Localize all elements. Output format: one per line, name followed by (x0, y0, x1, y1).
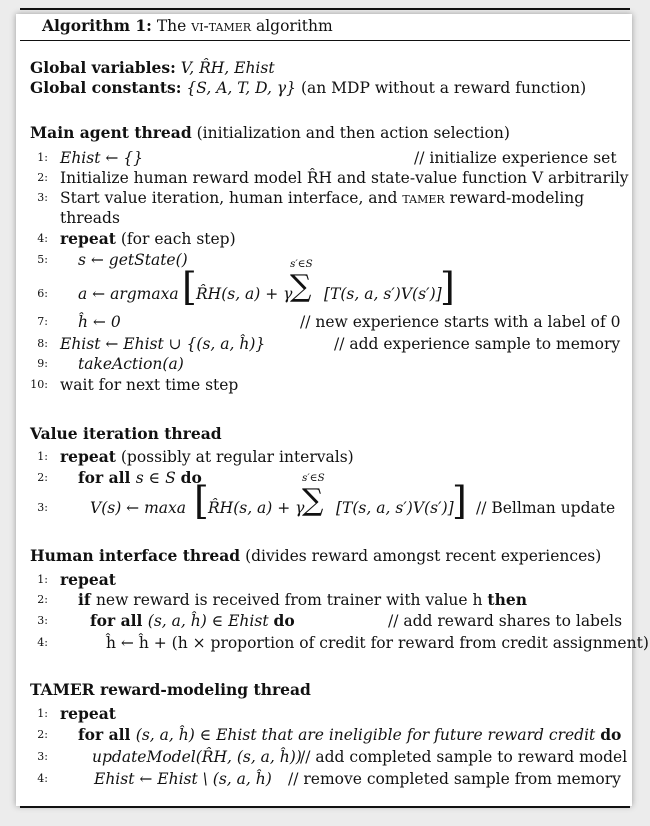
line-number: 1: (37, 573, 48, 586)
line-number: 2: (37, 471, 48, 484)
algorithm-line: Initialize human reward model R̂H and state-value function V arbitrarily (60, 169, 629, 187)
global-variables: Global variables: V, R̂H, Ehist (30, 58, 275, 77)
line-comment: // remove completed sample from memory (288, 770, 621, 788)
algorithm-line: Ehist ← Ehist \ (s, a, ĥ) (94, 770, 272, 788)
section-heading-value-iteration: Value iteration thread (30, 424, 222, 443)
line-number: 4: (37, 232, 48, 245)
line-number: 1: (37, 450, 48, 463)
right-bracket: ] (452, 479, 467, 523)
line-comment: // initialize experience set (414, 149, 617, 167)
section-heading-reward-modeling: TAMER reward-modeling thread (30, 680, 311, 699)
algorithm-line: if new reward is received from trainer with value h then (78, 590, 527, 609)
algorithm-line: repeat (possibly at regular intervals) (60, 447, 354, 466)
algorithm-line: updateModel(R̂H, (s, a, ĥ)) (92, 748, 302, 766)
sigma-symbol: ∑ (290, 269, 312, 304)
algorithm-line: for all s ∈ S do (78, 468, 202, 487)
line-number: 4: (37, 772, 48, 785)
sum-index: s′∈S (290, 258, 313, 270)
algorithm-box (20, 8, 649, 808)
algorithm-line: V(s) ← maxa (90, 499, 187, 517)
line-comment: // new experience starts with a label of 0 (300, 313, 621, 331)
algorithm-label: Algorithm 1: (42, 16, 152, 35)
algorithm-line: a ← argmaxa (78, 285, 179, 303)
caption-rule (20, 40, 630, 41)
line-comment: // add completed sample to reward model (300, 748, 628, 766)
algorithm-line: Ehist ← {} (60, 149, 144, 167)
algorithm-line: ĥ ← ĥ + (h × proportion of credit for reward from credit assignment) (106, 634, 649, 652)
right-bracket: ] (440, 265, 455, 309)
line-comment: // Bellman update (476, 499, 616, 517)
line-number: 1: (37, 707, 48, 720)
line-number: 4: (37, 636, 48, 649)
line-number: 2: (37, 171, 48, 184)
line-number: 2: (37, 728, 48, 741)
algorithm-line: Start value iteration, human interface, and tamer reward-modeling (60, 189, 585, 207)
algorithm-line: ĥ ← 0 (78, 313, 121, 331)
math-expression: R̂H(s, a) + γ (208, 499, 305, 517)
sum-index: s′∈S (302, 472, 325, 484)
section-heading-main: Main agent thread (initialization and then action selection) (30, 123, 510, 142)
left-bracket: [ (182, 265, 197, 309)
left-bracket: [ (194, 479, 209, 523)
line-number: 3: (37, 750, 48, 763)
line-number: 2: (37, 593, 48, 606)
line-number: 3: (37, 614, 48, 627)
sigma-symbol: ∑ (302, 483, 324, 518)
algorithm-line: wait for next time step (60, 376, 239, 394)
line-comment: // add experience sample to memory (334, 335, 621, 353)
global-constants: Global constants: {S, A, T, D, γ} (an MDP without a reward function) (30, 78, 587, 97)
line-number: 10: (30, 378, 48, 391)
algorithm-line: repeat (60, 570, 116, 589)
algorithm-caption: Algorithm 1: The vi-tamer algorithm (42, 16, 333, 35)
math-expression: R̂H(s, a) + γ (196, 285, 293, 303)
algorithm-line: for all (s, a, ĥ) ∈ Ehist do (90, 611, 295, 630)
line-number: 1: (37, 151, 48, 164)
algorithm-line: for all (s, a, ĥ) ∈ Ehist that are ineligible for future reward credit do (78, 725, 622, 744)
line-number: 7: (37, 315, 48, 328)
algorithm-line: s ← getState() (78, 251, 188, 269)
line-number: 9: (37, 357, 48, 370)
algorithm-line: repeat (60, 704, 116, 723)
algorithm-line: Ehist ← Ehist ∪ {(s, a, ĥ)} (60, 335, 266, 353)
algorithm-line-wrap: threads (60, 209, 120, 227)
algorithm-line: repeat (for each step) (60, 229, 236, 248)
section-heading-human-interface: Human interface thread (divides reward amongst recent experiences) (30, 546, 602, 565)
algorithm-line: takeAction(a) (78, 355, 184, 373)
math-expression: [T(s, a, s′)V(s′)] (324, 285, 442, 303)
math-expression: [T(s, a, s′)V(s′)] (336, 499, 454, 517)
line-comment: // add reward shares to labels (388, 612, 623, 630)
line-number: 8: (37, 337, 48, 350)
line-number: 3: (37, 191, 48, 204)
line-number: 3: (37, 501, 48, 514)
line-number: 5: (37, 253, 48, 266)
line-number: 6: (37, 287, 48, 300)
